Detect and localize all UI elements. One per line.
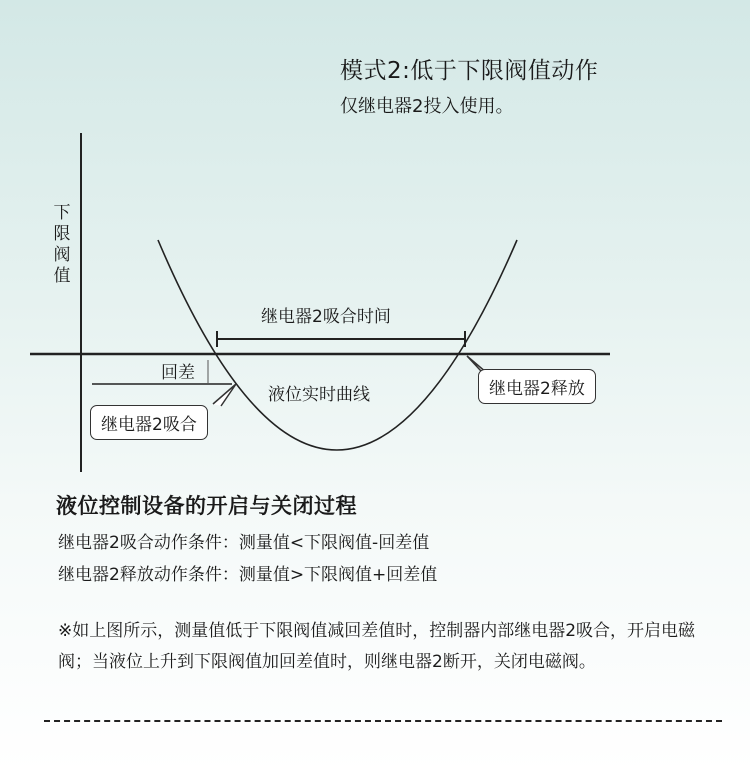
condition-off: 继电器2释放动作条件：测量值>下限阀值+回差值 — [58, 565, 438, 585]
condition-on: 继电器2吸合动作条件：测量值<下限阀值-回差值 — [58, 533, 430, 553]
mode-title: 模式2:低于下限阀值动作 — [340, 58, 599, 84]
callout-relay-on: 继电器2吸合 — [90, 405, 208, 440]
callout-on-pointer — [213, 384, 236, 406]
mode-description: 仅继电器2投入使用。 — [340, 96, 514, 117]
y-axis-label: 下限阀值 — [53, 203, 71, 286]
callout-relay-off: 继电器2释放 — [478, 369, 596, 404]
note-paragraph: ※如上图所示，测量值低于下限阀值减回差值时，控制器内部继电器2吸合，开启电磁阀；当液位上升到下限阀值加回差值时，则继电器2断开，关闭电磁阀。 — [58, 621, 696, 672]
section-title: 液位控制设备的开启与关闭过程 — [56, 494, 357, 518]
interval-label: 继电器2吸合时间 — [261, 307, 391, 327]
dashed-divider — [44, 720, 722, 722]
level-curve — [158, 240, 517, 450]
curve-label: 液位实时曲线 — [268, 385, 370, 405]
hysteresis-label: 回差 — [161, 363, 195, 383]
